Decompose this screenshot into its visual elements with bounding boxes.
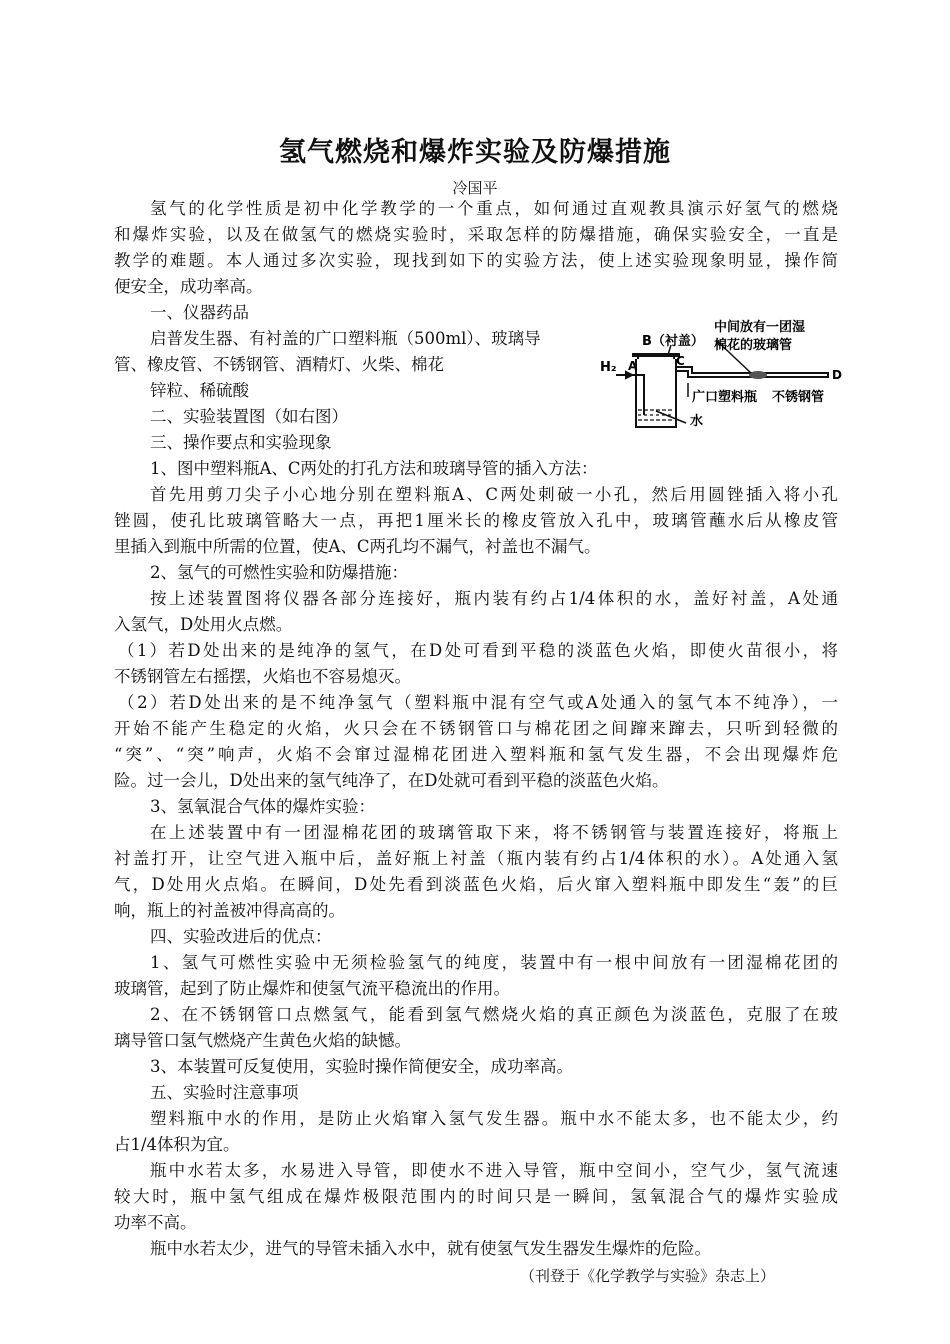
- author-name: 冷国平: [452, 179, 498, 197]
- paragraph-line: 里插入到瓶中所需的位置，使A、C两孔均不漏气，衬盖也不漏气。: [114, 537, 601, 556]
- section-heading: 四、实验改进后的优点：: [150, 927, 332, 946]
- intro-line: 氢气的化学性质是初中化学教学的一个重点，如何通过直观教具演示好氢气的燃烧: [150, 199, 838, 218]
- section-heading: 三、操作要点和实验现象: [150, 433, 332, 452]
- apparatus-diagram: [596, 315, 846, 435]
- section-heading: 一、仪器药品: [150, 303, 249, 322]
- paragraph-line: 启普发生器、有衬盖的广口塑料瓶（500ml）、玻璃导: [150, 329, 541, 348]
- paragraph-line: 在上述装置中有一团湿棉花团的玻璃管取下来，将不锈钢管与装置连接好，将瓶上: [150, 823, 838, 842]
- paragraph-line: 不锈钢管左右摇摆，火焰也不容易熄灭。: [114, 667, 411, 686]
- paragraph-line: 2、在不锈钢管口点燃氢气，能看到氢气燃烧火焰的真正颜色为淡蓝色，克服了在玻: [150, 1005, 838, 1024]
- paragraph-title: 2、氢气的可燃性实验和防爆措施：: [150, 563, 408, 582]
- paragraph-line: 占1/4体积为宜。: [114, 1135, 240, 1154]
- paragraph-line: 1、氢气可燃性实验中无须检验氢气的纯度，装置中有一根中间放有一团湿棉花团的: [150, 953, 838, 972]
- paragraph-line: 按上述装置图将仪器各部分连接好，瓶内装有约占1/4体积的水，盖好衬盖，A处通: [150, 589, 838, 608]
- paragraph-line: 3、本装置可反复使用，实验时操作简便安全，成功率高。: [150, 1057, 573, 1076]
- cotton-ball-shape: [749, 371, 767, 379]
- paragraph-line: （1）若D处出来的是纯净的氢气，在D处可看到平稳的淡蓝色火焰，即使火苗很小，将: [118, 641, 838, 660]
- publication-source: （刊登于《化学教学与实验》杂志上）: [520, 1267, 776, 1285]
- label-h2: H₂: [600, 360, 617, 375]
- paragraph-line: 瓶中水若太多，水易进入导管，即使水不进入导管，瓶中空间小，空气少，氢气流速: [150, 1161, 838, 1180]
- paragraph-line: 玻璃管，起到了防止爆炸和使氢气流平稳流出的作用。: [114, 979, 510, 998]
- paragraph-line: 璃导管口氢气燃烧产生黄色火焰的缺憾。: [114, 1031, 411, 1050]
- paragraph-line: 气，D处用火点焰。在瞬间，D处先看到淡蓝色火焰，后火窜入塑料瓶中即发生“轰”的巨: [114, 875, 838, 894]
- section-heading: 二、实验装置图（如右图）: [150, 407, 348, 426]
- label-d: D: [832, 368, 842, 382]
- intro-line: 便安全，成功率高。: [114, 277, 263, 296]
- label-a: A: [628, 359, 638, 373]
- paragraph-line: 管、橡皮管、不锈钢管、酒精灯、火柴、棉花: [114, 355, 444, 374]
- label-steel: 不锈钢管: [772, 390, 825, 405]
- section-heading: 五、实验时注意事项: [150, 1083, 299, 1102]
- paragraph-line: 锉圆，使孔比玻璃管略大一点，再把1厘米长的橡皮管放入孔中，玻璃管蘸水后从橡皮管: [114, 511, 838, 530]
- paragraph-line: 开始不能产生稳定的火焰，火只会在不锈钢管口与棉花团之间蹿来蹿去，只听到轻微的: [114, 719, 838, 738]
- paragraph-line: 首先用剪刀尖子小心地分别在塑料瓶A、C两处刺破一小孔，然后用圆锉插入将小孔: [150, 485, 838, 504]
- paragraph-line: 功率不高。: [114, 1213, 197, 1232]
- label-tube: 中间放有一团湿: [714, 320, 806, 335]
- label-c: C: [676, 354, 685, 368]
- document-title: 氢气燃烧和爆炸实验及防爆措施: [279, 137, 671, 168]
- label-tube-2: 棉花的玻璃管: [714, 338, 793, 353]
- paragraph-line: 较大时，瓶中氢气组成在爆炸极限范围内的时间只是一瞬间，氢氧混合气的爆炸实验成: [114, 1187, 838, 1206]
- paragraph-line: 衬盖打开，让空气进入瓶中后，盖好瓶上衬盖（瓶内装有约占1/4体积的水）。A处通入氢: [114, 849, 838, 868]
- label-b: B（衬盖）: [642, 334, 704, 349]
- bottle-shape: [632, 355, 680, 427]
- intro-line: 和爆炸实验，以及在做氢气的燃烧实验时，采取怎样的防爆措施，确保实验安全，一直是: [114, 225, 838, 244]
- paragraph-line: 响，瓶上的衬盖被冲得高高的。: [114, 901, 345, 920]
- paragraph-title: 1、图中塑料瓶A、C两处的打孔方法和玻璃导管的插入方法：: [150, 459, 598, 478]
- paragraph-line: 锌粒、稀硫酸: [150, 381, 249, 400]
- paragraph-line: 险。过一会儿，D处出来的氢气纯净了，在D处就可看到平稳的淡蓝色火焰。: [114, 771, 669, 790]
- paragraph-line: （2）若D处出来的是不纯净氢气（塑料瓶中混有空气或A处通入的氢气本不纯净），一: [118, 693, 838, 712]
- paragraph-line: “突”、“突”响声，火焰不会窜过湿棉花团进入塑料瓶和氢气发生器，不会出现爆炸危: [114, 745, 838, 764]
- inlet-tube: [616, 372, 644, 415]
- paragraph-line: 塑料瓶中水的作用，是防止火焰窜入氢气发生器。瓶中水不能太多，也不能太少，约: [150, 1109, 838, 1128]
- paragraph-title: 3、氢氧混合气体的爆炸实验：: [150, 797, 375, 816]
- label-bottle: 广口塑料瓶: [692, 390, 758, 405]
- paragraph-line: 瓶中水若太少，进气的导管未插入水中，就有使氢气发生器发生爆炸的危险。: [150, 1239, 711, 1258]
- intro-line: 教学的难题。本人通过多次实验，现找到如下的实验方法，使上述实验现象明显，操作简: [114, 251, 838, 270]
- paragraph-line: 入氢气，D处用火点燃。: [114, 615, 293, 634]
- label-water: 水: [690, 414, 704, 429]
